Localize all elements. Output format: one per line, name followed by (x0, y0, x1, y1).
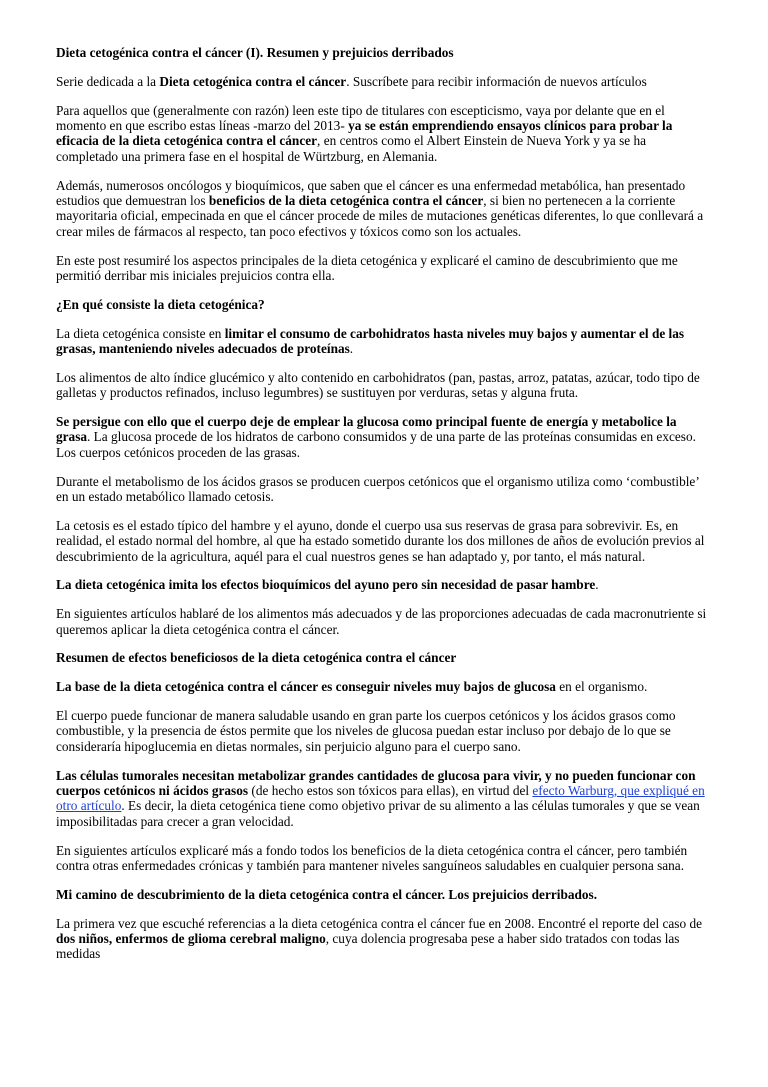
text: (de hecho estos son tóxicos para ellas), en virtud del (248, 783, 533, 799)
bold-text: La base de la dieta cetogénica contra el cáncer es conseguir niveles muy bajos de glucosa (56, 679, 556, 695)
first-reference-paragraph (56, 916, 710, 962)
goal-paragraph (56, 414, 710, 460)
next-articles-paragraph: En siguientes artículos explicaré más a fondo todos los beneficios de la dieta cetogénica contra el cáncer, pero también contra otras enfermedades crónicas y también para mantener niveles sanguíneos saludables en cualquier persona sana. (56, 842, 688, 874)
oncologists-paragraph (56, 178, 710, 240)
bold-text: Se persigue con ello que el cuerpo deje de emplear la glucosa como principal fuente de energía y metabolice la grasa (56, 414, 677, 445)
text: , si bien no pertenecen a la corriente mayoritaria oficial, empecinada en que el cáncer procede de miles de mutaciones genéticas diferentes, lo que conllevará a crear miles de fármacos al respecto, tan poco efectivos y tóxicos como son los actuales. (56, 193, 704, 239)
bold-text: dos niños, enfermos de glioma cerebral maligno (56, 931, 326, 947)
bold-text: ya se están emprendiendo ensayos clínicos para probar la eficacia de la dieta cetogénica contra el cáncer (56, 118, 673, 149)
text: . La glucosa procede de los hidratos de carbono consumidos y de una parte de las proteínas consumidas en exceso. Los cuerpos cetónicos proceden de las grasas. (56, 429, 696, 460)
base-paragraph (56, 679, 710, 694)
text: Para aquellos que (generalmente con razón) leen este tipo de titulares con escepticismo, vaya por delante que en el momento en que escribo estas líneas -marzo del 2013- (56, 102, 665, 133)
next-articles-paragraph: En siguientes artículos hablaré de los alimentos más adecuados y de las proporciones adecuadas de cada macronutriente si queremos aplicar la dieta cetogénica contra el cáncer. (56, 606, 707, 637)
bold-text: La dieta cetogénica imita los efectos bioquímicos del ayuno pero sin necesidad de pasar hambre (56, 577, 596, 593)
text: . (595, 577, 599, 593)
section-heading: ¿En qué consiste la dieta cetogénica? (56, 296, 265, 312)
text: Serie dedicada a la (56, 73, 160, 89)
definition-paragraph (56, 326, 710, 357)
text: , cuya dolencia progresaba pese a haber sido tratados con todas las medidas (56, 931, 680, 962)
text: Además, numerosos oncólogos y bioquímicos, que saben que el cáncer es una enfermedad metabólica, han presentado estudios que demuestran los (56, 177, 686, 209)
ketosis-paragraph: La cetosis es el estado típico del hambre y el ayuno, donde el cuerpo usa sus reservas de grasa para sobrevivir. Es, en realidad, el estado normal del hombre, al que ha estado sometido durante los dos millones de años de evolución previos al descubrimiento de la agricultura, aquél para el cual nuestros genes se han adaptado y, por tanto, el más natural. (56, 517, 705, 564)
tumor-cells-paragraph (56, 768, 710, 830)
foods-paragraph: Los alimentos de alto índice glucémico y alto contenido en carbohidratos (pan, pastas, arroz, patatas, azúcar, todo tipo de galletas y productos refinados, incluso legumbres) se sustituyen por verduras, setas y alguna fruta. (56, 369, 700, 401)
text: . (349, 341, 354, 357)
metabolism-paragraph: Durante el metabolismo de los ácidos grasos se producen cuerpos cetónicos que el organismo utiliza como ‘combustible’ en un estado metabólico llamado cetosis. (56, 473, 699, 505)
series-paragraph (56, 74, 710, 89)
series-name: Dieta cetogénica contra el cáncer (159, 73, 347, 89)
document-title: Dieta cetogénica contra el cáncer (I). Resumen y prejuicios derribados (56, 45, 454, 60)
text: , en centros como el Albert Einstein de Nueva York y ya se ha completado una primera fase en el hospital de Würtzburg, en Alemania. (56, 133, 647, 164)
text: . Suscríbete para recibir información de nuevos artículos (346, 73, 647, 89)
section-heading: Mi camino de descubrimiento de la dieta cetogénica contra el cáncer. Los prejuicios derribados. (56, 886, 598, 902)
warburg-effect-link[interactable]: efecto Warburg, que expliqué en otro artículo (56, 783, 705, 814)
text: . Es decir, la dieta cetogénica tiene como objetivo privar de su alimento a las células tumorales y que se vean imposibilitadas para crecer a gran velocidad. (56, 798, 700, 829)
body-fuel-paragraph: El cuerpo puede funcionar de manera saludable usando en gran parte los cuerpos cetónicos y los ácidos grasos como combustible, y la presencia de éstos permite que los niveles de glucosa puedan estar incluso por debajo de lo que se consideraría hipoglucemia en dietas normales, sin perjuicio alguno para el cuerpo sano. (56, 708, 676, 754)
text: La dieta cetogénica consiste en (56, 325, 225, 341)
intro-paragraph (56, 103, 710, 165)
text: La primera vez que escuché referencias a la dieta cetogénica contra el cáncer fue en 2008. Encontré el reporte del caso de (56, 915, 703, 931)
bold-text: limitar el consumo de carbohidratos hasta niveles muy bajos y aumentar el de las grasas, manteniendo niveles adecuados de proteínas (56, 325, 685, 357)
bold-text: Las células tumorales necesitan metabolizar grandes cantidades de glucosa para vivir, y no pueden funcionar con cuerpos cetónicos ni ácidos grasos (56, 767, 696, 799)
post-summary-paragraph: En este post resumiré los aspectos principales de la dieta cetogénica y explicaré el camino de descubrimiento que me permitió derribar mis iniciales prejuicios contra ella. (56, 252, 678, 284)
text: en el organismo. (555, 679, 648, 695)
imitates-paragraph (56, 577, 710, 592)
section-heading: Resumen de efectos beneficiosos de la dieta cetogénica contra el cáncer (56, 650, 457, 666)
bold-text: beneficios de la dieta cetogénica contra el cáncer (208, 193, 484, 209)
